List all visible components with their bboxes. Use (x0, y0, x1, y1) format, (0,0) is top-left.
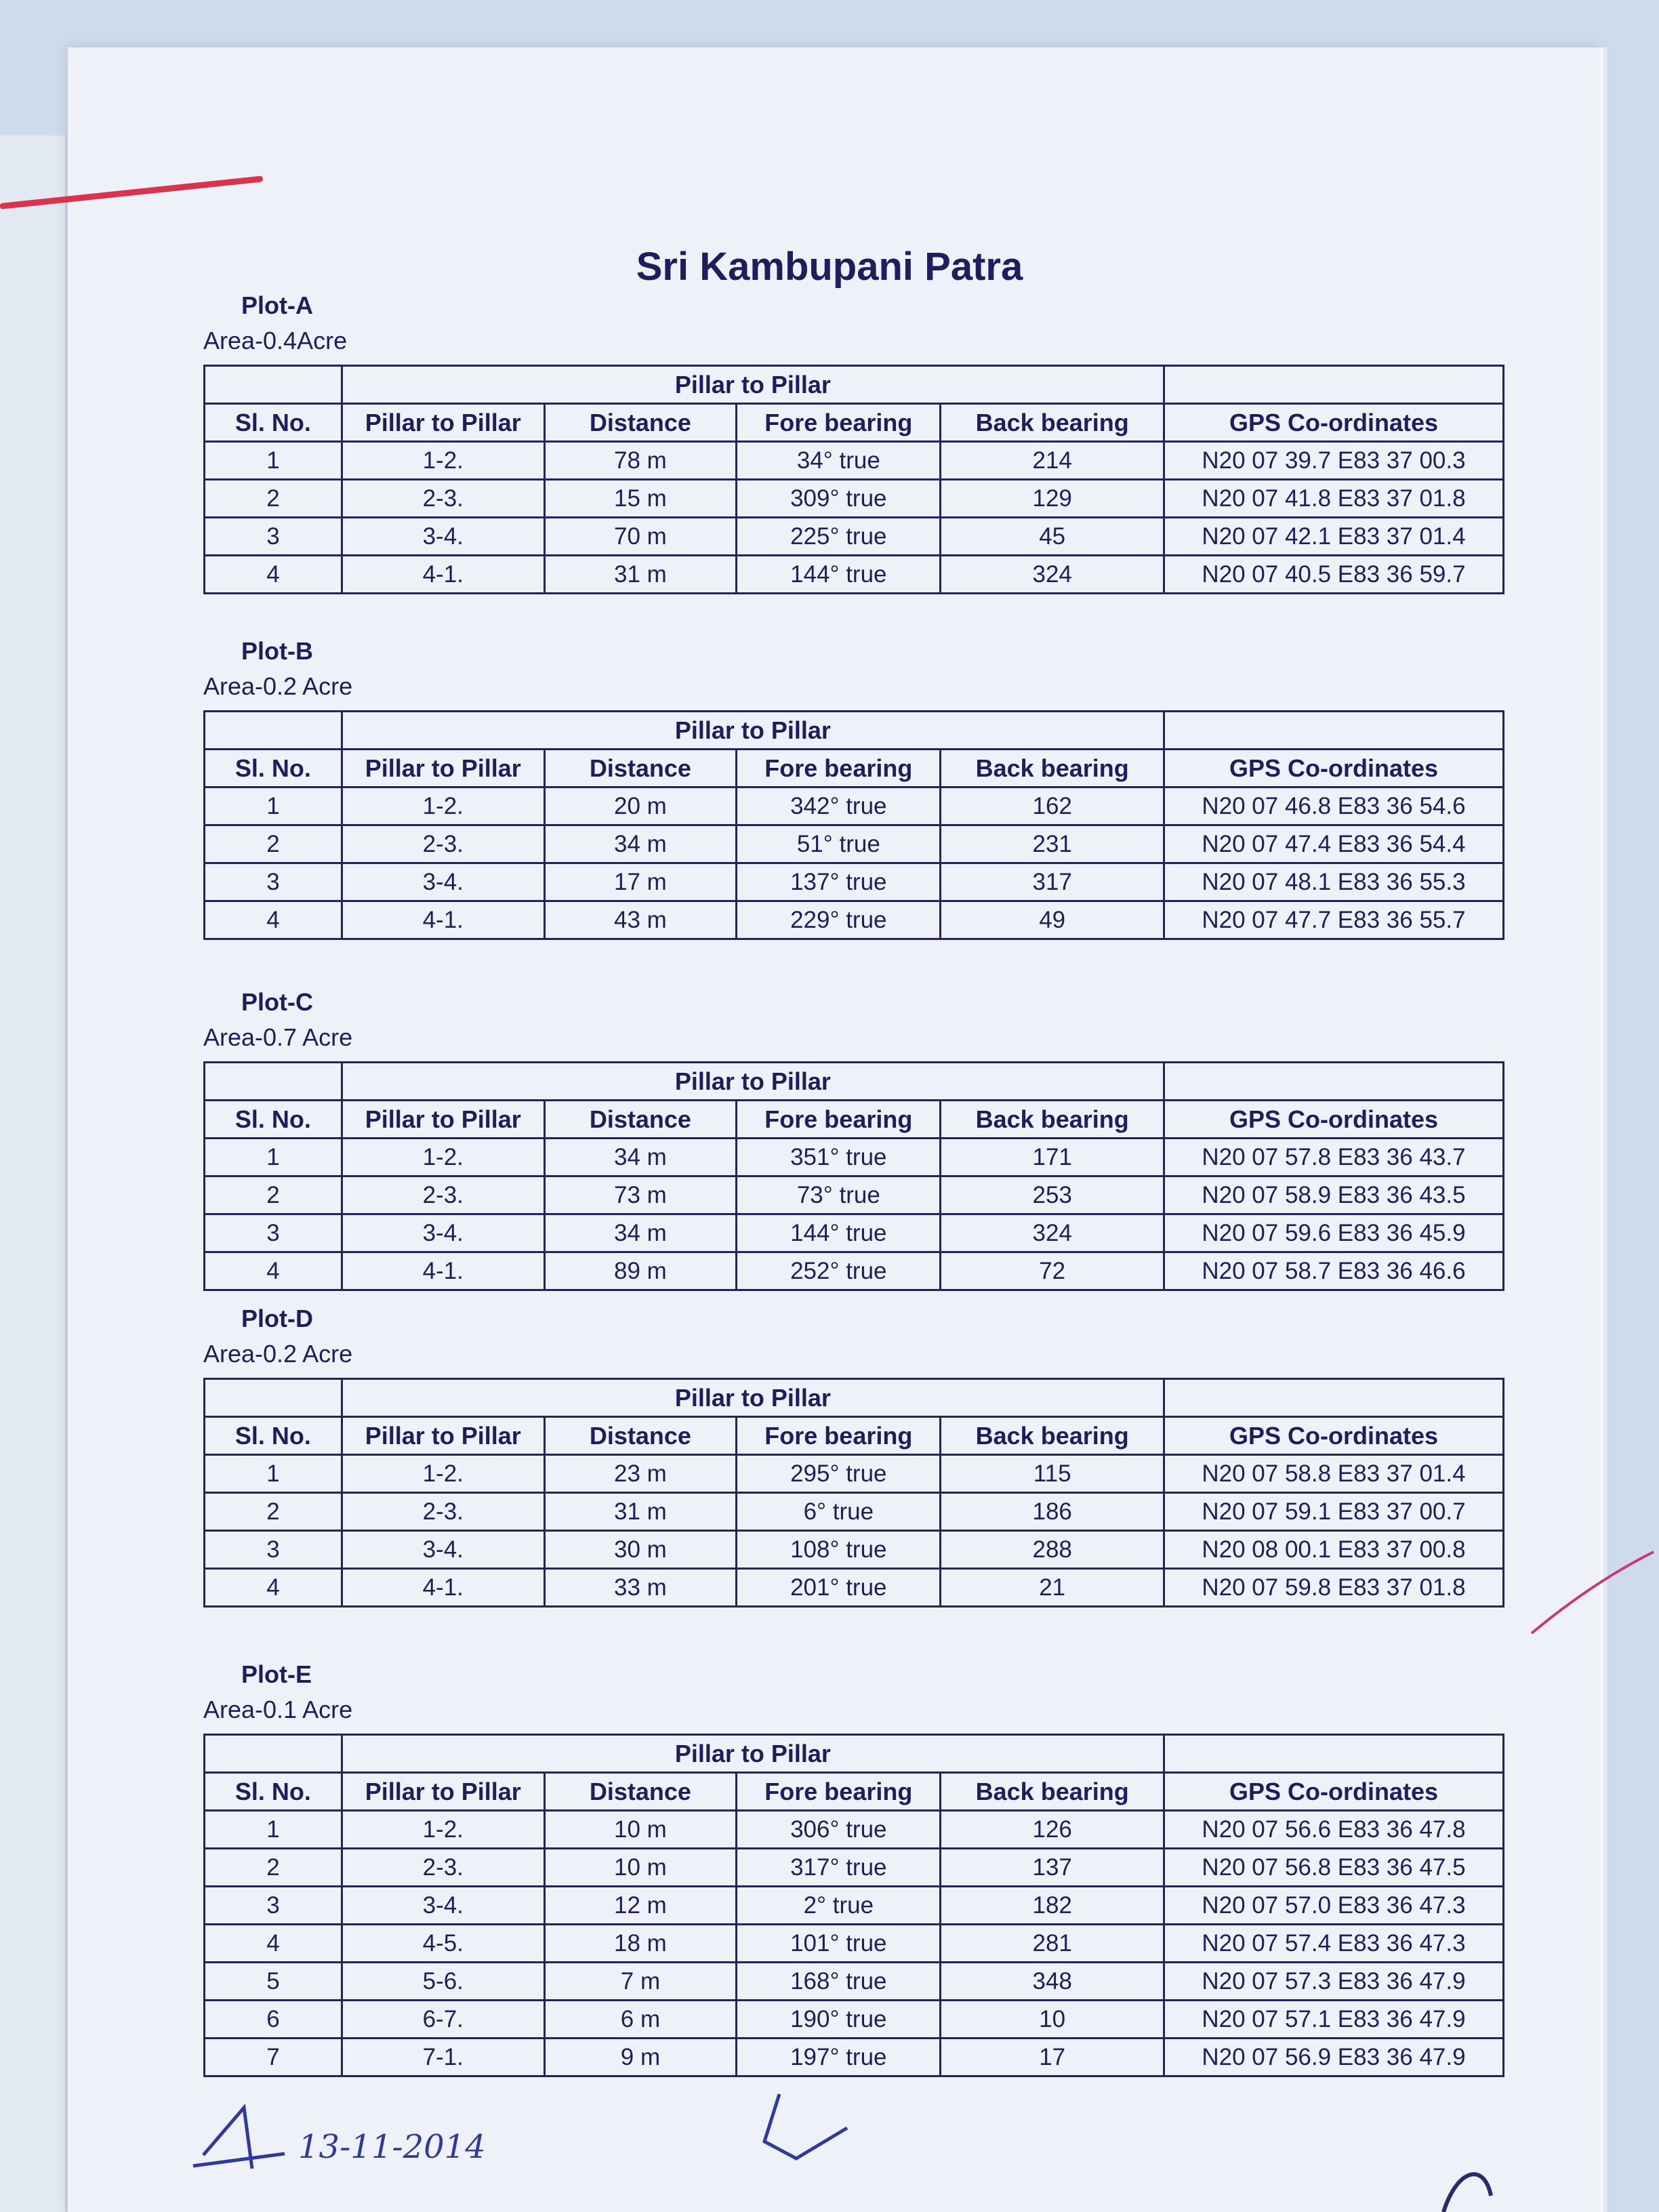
column-header: Sl. No. (205, 1773, 342, 1811)
table-cell: 171 (941, 1139, 1164, 1176)
table-cell: 7-1. (342, 2039, 544, 2076)
column-header: Distance (544, 1417, 737, 1455)
column-header: Pillar to Pillar (342, 404, 544, 442)
column-header: Fore bearing (737, 1417, 941, 1455)
plot-section (203, 1660, 1504, 2077)
table-cell: N20 07 56.8 E83 36 47.5 (1164, 1849, 1503, 1887)
table-header-group-row (205, 712, 1504, 750)
column-header: Pillar to Pillar (342, 1101, 544, 1139)
table-row (205, 442, 1504, 480)
survey-table (203, 1061, 1504, 1291)
table-cell: 3-4. (342, 518, 544, 556)
table-cell: 3 (205, 1887, 342, 1925)
table-cell: 295° true (737, 1455, 941, 1493)
table-cell: 324 (941, 556, 1164, 594)
table-cell: N20 07 57.0 E83 36 47.3 (1164, 1887, 1503, 1925)
column-header: Sl. No. (205, 1417, 342, 1455)
table-cell: N20 07 58.9 E83 36 43.5 (1164, 1176, 1503, 1214)
table-cell: 3-4. (342, 863, 544, 901)
header-group-cell: Pillar to Pillar (342, 1379, 1164, 1417)
column-header: Distance (544, 1773, 737, 1811)
table-header-row (205, 750, 1504, 787)
table-row (205, 2039, 1504, 2076)
column-header: Back bearing (941, 404, 1164, 442)
header-empty-cell (205, 1379, 342, 1417)
table-cell: 324 (941, 1214, 1164, 1252)
header-empty-cell (1164, 1379, 1503, 1417)
table-cell: 3-4. (342, 1531, 544, 1569)
plot-label: Plot-D (241, 1305, 313, 1332)
table-row (205, 901, 1504, 939)
table-cell: 43 m (544, 901, 737, 939)
table-row (205, 825, 1504, 863)
table-cell: 4 (205, 1925, 342, 1963)
table-cell: 317 (941, 863, 1164, 901)
table-cell: 137° true (737, 863, 941, 901)
table-cell: 12 m (544, 1887, 737, 1925)
table-cell: 309° true (737, 480, 941, 518)
table-cell: 351° true (737, 1139, 941, 1176)
table-row (205, 787, 1504, 825)
table-cell: 6 (205, 2001, 342, 2039)
table-cell: N20 07 47.7 E83 36 55.7 (1164, 901, 1503, 939)
table-cell: 342° true (737, 787, 941, 825)
column-header: Pillar to Pillar (342, 1417, 544, 1455)
column-header: Back bearing (941, 750, 1164, 787)
table-cell: 214 (941, 442, 1164, 480)
plot-area: Area-0.1 Acre (203, 1696, 353, 1723)
table-cell: N20 07 48.1 E83 36 55.3 (1164, 863, 1503, 901)
table-cell: 2-3. (342, 1849, 544, 1887)
table-row (205, 1531, 1504, 1569)
table-cell: 4 (205, 901, 342, 939)
table-cell: 190° true (737, 2001, 941, 2039)
header-empty-cell (205, 1735, 342, 1773)
table-cell: 2 (205, 1849, 342, 1887)
header-group-cell: Pillar to Pillar (342, 366, 1164, 404)
table-cell: 15 m (544, 480, 737, 518)
column-header: Distance (544, 750, 737, 787)
table-cell: 51° true (737, 825, 941, 863)
survey-table (203, 1378, 1504, 1607)
table-cell: 70 m (544, 518, 737, 556)
table-cell: 31 m (544, 1493, 737, 1531)
table-cell: 1 (205, 1455, 342, 1493)
table-cell: 4-5. (342, 1925, 544, 1963)
header-empty-cell (1164, 366, 1503, 404)
table-cell: 231 (941, 825, 1164, 863)
plot-label: Plot-E (241, 1660, 312, 1688)
table-cell: N20 07 41.8 E83 37 01.8 (1164, 480, 1503, 518)
table-cell: N20 07 57.1 E83 36 47.9 (1164, 2001, 1503, 2039)
table-cell: 1 (205, 787, 342, 825)
table-cell: 182 (941, 1887, 1164, 1925)
document-title: Sri Kambupani Patra (636, 245, 1023, 289)
table-cell: 108° true (737, 1531, 941, 1569)
table-cell: 2° true (737, 1887, 941, 1925)
table-cell: N20 08 00.1 E83 37 00.8 (1164, 1531, 1503, 1569)
table-cell: 197° true (737, 2039, 941, 2076)
table-cell: 5 (205, 1963, 342, 2001)
table-cell: 317° true (737, 1849, 941, 1887)
table-cell: 225° true (737, 518, 941, 556)
table-cell: 3 (205, 1214, 342, 1252)
plot-section (203, 291, 1504, 594)
plot-area: Area-0.4Acre (203, 327, 348, 354)
table-header-group-row (205, 1735, 1504, 1773)
table-cell: N20 07 46.8 E83 36 54.6 (1164, 787, 1503, 825)
column-header: Back bearing (941, 1417, 1164, 1455)
plot-area: Area-0.7 Acre (203, 1023, 353, 1051)
plot-label: Plot-B (241, 637, 313, 665)
table-cell: 4-1. (342, 901, 544, 939)
table-cell: 6-7. (342, 2001, 544, 2039)
header-empty-cell (1164, 1735, 1503, 1773)
header-group-cell: Pillar to Pillar (342, 712, 1164, 750)
table-cell: 137 (941, 1849, 1164, 1887)
table-cell: 4-1. (342, 1252, 544, 1290)
table-cell: 23 m (544, 1455, 737, 1493)
table-cell: 1-2. (342, 1455, 544, 1493)
table-cell: 45 (941, 518, 1164, 556)
table-cell: 30 m (544, 1531, 737, 1569)
table-row (205, 1849, 1504, 1887)
table-cell: 101° true (737, 1925, 941, 1963)
table-row (205, 1493, 1504, 1531)
table-cell: N20 07 42.1 E83 37 01.4 (1164, 518, 1503, 556)
plot-area: Area-0.2 Acre (203, 1340, 353, 1368)
header-empty-cell (1164, 712, 1503, 750)
table-row (205, 1811, 1504, 1849)
table-row (205, 1963, 1504, 2001)
table-cell: N20 07 57.4 E83 36 47.3 (1164, 1925, 1503, 1963)
table-cell: 31 m (544, 556, 737, 594)
column-header: GPS Co-ordinates (1164, 1101, 1503, 1139)
table-cell: 2 (205, 1493, 342, 1531)
table-row (205, 1455, 1504, 1493)
column-header: Fore bearing (737, 1773, 941, 1811)
table-cell: 34 m (544, 1214, 737, 1252)
table-cell: 20 m (544, 787, 737, 825)
table-row (205, 863, 1504, 901)
table-cell: 73° true (737, 1176, 941, 1214)
table-row (205, 1176, 1504, 1214)
table-cell: 5-6. (342, 1963, 544, 2001)
plot-section (203, 1305, 1504, 1607)
table-cell: 3 (205, 1531, 342, 1569)
table-cell: 6° true (737, 1493, 941, 1531)
survey-table (203, 1734, 1504, 2077)
table-row (205, 1887, 1504, 1925)
column-header: Fore bearing (737, 1101, 941, 1139)
column-header: Sl. No. (205, 750, 342, 787)
table-cell: 10 (941, 2001, 1164, 2039)
plot-area: Area-0.2 Acre (203, 672, 353, 700)
table-cell: 18 m (544, 1925, 737, 1963)
table-cell: 281 (941, 1925, 1164, 1963)
survey-table (203, 365, 1504, 594)
table-cell: 1 (205, 1811, 342, 1849)
column-header: Fore bearing (737, 750, 941, 787)
column-header: Pillar to Pillar (342, 750, 544, 787)
table-cell: 144° true (737, 1214, 941, 1252)
table-header-row (205, 1773, 1504, 1811)
header-group-cell: Pillar to Pillar (342, 1735, 1164, 1773)
column-header: Sl. No. (205, 404, 342, 442)
table-cell: 2-3. (342, 1176, 544, 1214)
table-cell: 201° true (737, 1569, 941, 1607)
table-cell: 186 (941, 1493, 1164, 1531)
table-cell: 1-2. (342, 1139, 544, 1176)
table-cell: 1-2. (342, 787, 544, 825)
table-cell: 49 (941, 901, 1164, 939)
table-cell: 162 (941, 787, 1164, 825)
table-cell: 1 (205, 1139, 342, 1176)
table-cell: 2-3. (342, 1493, 544, 1531)
table-cell: N20 07 59.8 E83 37 01.8 (1164, 1569, 1503, 1607)
table-cell: 21 (941, 1569, 1164, 1607)
table-cell: N20 07 59.1 E83 37 00.7 (1164, 1493, 1503, 1531)
column-header: Back bearing (941, 1101, 1164, 1139)
table-cell: 3-4. (342, 1887, 544, 1925)
table-cell: 129 (941, 480, 1164, 518)
plot-section (203, 637, 1504, 940)
table-cell: 306° true (737, 1811, 941, 1849)
table-cell: 3-4. (342, 1214, 544, 1252)
table-cell: 288 (941, 1531, 1164, 1569)
table-cell: N20 07 56.9 E83 36 47.9 (1164, 2039, 1503, 2076)
table-row (205, 1925, 1504, 1963)
table-cell: 1 (205, 442, 342, 480)
table-row (205, 1252, 1504, 1290)
table-cell: N20 07 57.3 E83 36 47.9 (1164, 1963, 1503, 2001)
table-cell: 3 (205, 518, 342, 556)
header-empty-cell (205, 712, 342, 750)
table-cell: N20 07 58.7 E83 36 46.6 (1164, 1252, 1503, 1290)
table-header-row (205, 1417, 1504, 1455)
table-cell: 7 (205, 2039, 342, 2076)
table-cell: 1-2. (342, 1811, 544, 1849)
table-cell: 348 (941, 1963, 1164, 2001)
header-empty-cell (205, 1063, 342, 1101)
table-cell: 4 (205, 556, 342, 594)
column-header: Distance (544, 404, 737, 442)
table-cell: 115 (941, 1455, 1164, 1493)
plot-section (203, 988, 1504, 1291)
table-cell: 2 (205, 480, 342, 518)
table-cell: 4-1. (342, 556, 544, 594)
column-header: GPS Co-ordinates (1164, 750, 1503, 787)
column-header: Back bearing (941, 1773, 1164, 1811)
column-header: Distance (544, 1101, 737, 1139)
background-sheet (0, 136, 67, 2212)
table-cell: 1-2. (342, 442, 544, 480)
table-cell: 9 m (544, 2039, 737, 2076)
table-row (205, 1569, 1504, 1607)
table-cell: 229° true (737, 901, 941, 939)
header-empty-cell (205, 366, 342, 404)
table-cell: 126 (941, 1811, 1164, 1849)
table-row (205, 1214, 1504, 1252)
table-cell: 252° true (737, 1252, 941, 1290)
table-cell: 2 (205, 1176, 342, 1214)
column-header: GPS Co-ordinates (1164, 1417, 1503, 1455)
header-empty-cell (1164, 1063, 1503, 1101)
header-group-cell: Pillar to Pillar (342, 1063, 1164, 1101)
table-cell: 3 (205, 863, 342, 901)
table-row (205, 2001, 1504, 2039)
table-cell: 34° true (737, 442, 941, 480)
table-row (205, 480, 1504, 518)
plot-label: Plot-A (241, 291, 313, 319)
column-header: Pillar to Pillar (342, 1773, 544, 1811)
table-cell: 78 m (544, 442, 737, 480)
table-row (205, 556, 1504, 594)
table-cell: N20 07 58.8 E83 37 01.4 (1164, 1455, 1503, 1493)
handwritten-date: 13-11-2014 (298, 2128, 486, 2166)
table-header-group-row (205, 1379, 1504, 1417)
table-cell: N20 07 56.6 E83 36 47.8 (1164, 1811, 1503, 1849)
plot-label: Plot-C (241, 988, 313, 1016)
column-header: Fore bearing (737, 404, 941, 442)
table-cell: 10 m (544, 1849, 737, 1887)
table-row (205, 518, 1504, 556)
table-cell: N20 07 47.4 E83 36 54.4 (1164, 825, 1503, 863)
table-cell: 17 (941, 2039, 1164, 2076)
table-cell: 2-3. (342, 480, 544, 518)
table-cell: 6 m (544, 2001, 737, 2039)
table-cell: N20 07 40.5 E83 36 59.7 (1164, 556, 1503, 594)
table-cell: 73 m (544, 1176, 737, 1214)
table-header-group-row (205, 366, 1504, 404)
table-cell: 2 (205, 825, 342, 863)
column-header: GPS Co-ordinates (1164, 1773, 1503, 1811)
table-cell: 4 (205, 1569, 342, 1607)
table-cell: 33 m (544, 1569, 737, 1607)
table-row (205, 1139, 1504, 1176)
table-cell: 34 m (544, 825, 737, 863)
table-header-group-row (205, 1063, 1504, 1101)
column-header: Sl. No. (205, 1101, 342, 1139)
table-cell: 34 m (544, 1139, 737, 1176)
table-cell: 7 m (544, 1963, 737, 2001)
column-header: GPS Co-ordinates (1164, 404, 1503, 442)
table-header-row (205, 404, 1504, 442)
table-cell: 4-1. (342, 1569, 544, 1607)
table-cell: N20 07 57.8 E83 36 43.7 (1164, 1139, 1503, 1176)
survey-table (203, 710, 1504, 940)
table-cell: 89 m (544, 1252, 737, 1290)
table-cell: 10 m (544, 1811, 737, 1849)
table-cell: N20 07 59.6 E83 36 45.9 (1164, 1214, 1503, 1252)
table-cell: 17 m (544, 863, 737, 901)
table-header-row (205, 1101, 1504, 1139)
table-cell: 144° true (737, 556, 941, 594)
table-cell: 2-3. (342, 825, 544, 863)
table-cell: 4 (205, 1252, 342, 1290)
table-cell: N20 07 39.7 E83 37 00.3 (1164, 442, 1503, 480)
table-cell: 168° true (737, 1963, 941, 2001)
table-cell: 253 (941, 1176, 1164, 1214)
table-cell: 72 (941, 1252, 1164, 1290)
